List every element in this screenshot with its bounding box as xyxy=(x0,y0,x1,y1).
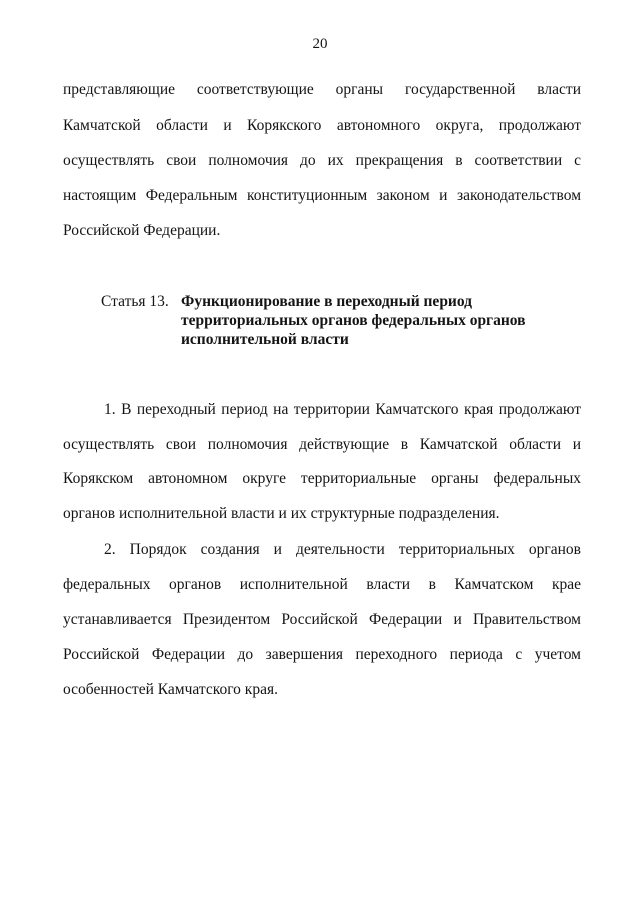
paragraph2-line-3: устанавливается Президентом Российской Федерации и Правительством xyxy=(63,611,581,628)
page-number: 20 xyxy=(312,36,328,52)
intro-line-3: осуществлять свои полномочия до их прекращения в соответствии с xyxy=(63,152,581,169)
paragraph2-line-1: 2. Порядок создания и деятельности территориальных органов xyxy=(104,541,581,558)
intro-line-1: представляющие соответствующие органы государственной власти xyxy=(63,81,581,98)
paragraph2-line-4: Российской Федерации до завершения переходного периода с учетом xyxy=(63,646,581,663)
paragraph2-line-5: особенностей Камчатского края. xyxy=(63,681,278,698)
article-title-line-2: территориальных органов федеральных органов xyxy=(181,312,526,329)
paragraph2-line-2: федеральных органов исполнительной власти в Камчатском крае xyxy=(63,576,581,593)
intro-line-2: Камчатской области и Корякского автономного округа, продолжают xyxy=(63,117,581,134)
article-title xyxy=(181,292,561,349)
article-title-line-3: исполнительной власти xyxy=(181,331,349,348)
paragraph1-line-4: органов исполнительной власти и их структурные подразделения. xyxy=(63,505,500,522)
article-label: Статья 13. xyxy=(101,293,169,310)
paragraph1-line-3: Корякском автономном округе территориальные органы федеральных xyxy=(63,470,581,487)
intro-line-4: настоящим Федеральным конституционным законом и законодательством xyxy=(63,187,581,204)
article-title-line-1: Функционирование в переходный период xyxy=(181,293,473,310)
paragraph1-line-1: 1. В переходный период на территории Камчатского края продолжают xyxy=(104,401,581,418)
paragraph1-line-2: осуществлять свои полномочия действующие в Камчатской области и xyxy=(63,436,581,453)
intro-line-5: Российской Федерации. xyxy=(63,222,221,239)
